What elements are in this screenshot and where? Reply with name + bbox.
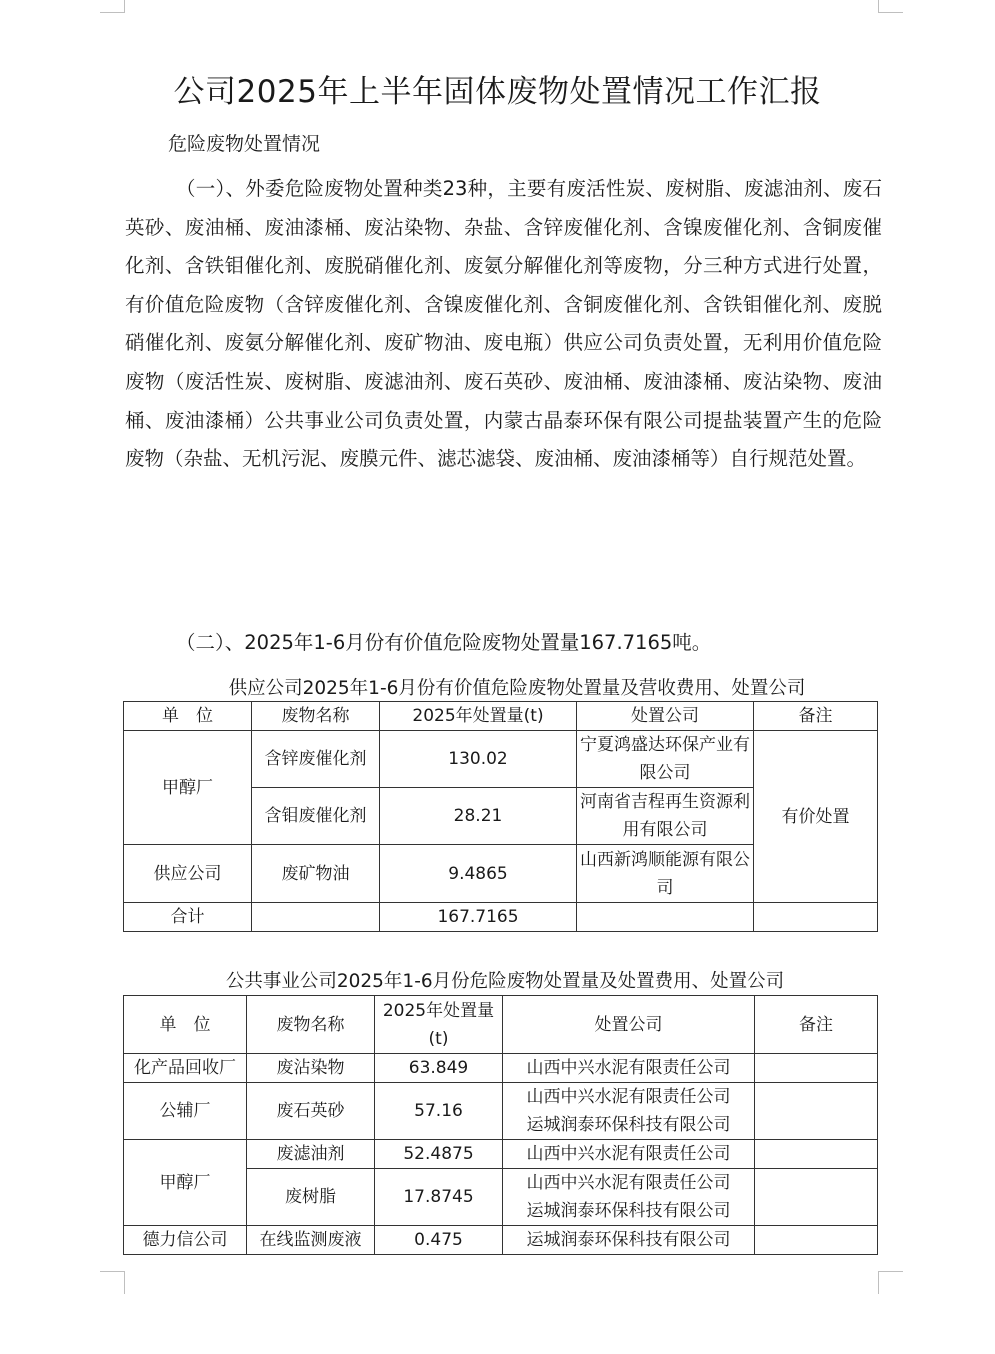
cell-waste: 废沾染物 (247, 1054, 375, 1083)
cell-unit: 德力信公司 (124, 1226, 247, 1255)
table-row (124, 1140, 878, 1169)
company-line: 运城润泰环保科技有限公司 (526, 1201, 731, 1221)
header-qty: 2025年处置量(t) (380, 702, 577, 731)
cell-qty: 17.8745 (375, 1169, 503, 1226)
cell-qty: 9.4865 (380, 845, 577, 903)
cell-waste: 含钼废催化剂 (252, 788, 380, 845)
cell-company (503, 1083, 755, 1140)
cell-unit: 甲醇厂 (124, 1140, 247, 1226)
cell-waste: 废滤油剂 (247, 1140, 375, 1169)
section-heading: 危险废物处置情况 (168, 133, 321, 155)
cell-company: 山西中兴水泥有限责任公司 (503, 1140, 755, 1169)
paragraph-2: （二）、2025年1-6月份有价值危险废物处置量167.7165吨。 (176, 631, 712, 654)
crop-mark-bottom-left (100, 1271, 125, 1294)
cell-waste: 废矿物油 (252, 845, 380, 903)
company-line: 山西中兴水泥有限责任公司 (526, 1087, 731, 1107)
cell-qty: 0.475 (375, 1226, 503, 1255)
cell-unit: 化产品回收厂 (124, 1054, 247, 1083)
cell-company: 山西新鸿顺能源有限公司 (577, 845, 754, 903)
header-qty: 2025年处置量(t) (375, 996, 503, 1054)
header-waste: 废物名称 (252, 702, 380, 731)
cell-qty: 52.4875 (375, 1140, 503, 1169)
crop-mark-top-left (100, 0, 125, 13)
table-row (124, 1226, 878, 1255)
cell-empty (577, 903, 754, 932)
table-row (124, 1083, 878, 1140)
header-remark: 备注 (755, 996, 878, 1054)
cell-company: 运城润泰环保科技有限公司 (503, 1226, 755, 1255)
cell-qty: 28.21 (380, 788, 577, 845)
cell-company: 宁夏鸿盛达环保产业有限公司 (577, 731, 754, 788)
cell-company: 河南省吉程再生资源利用有限公司 (577, 788, 754, 845)
cell-remark (755, 1169, 878, 1226)
crop-mark-top-right (878, 0, 903, 13)
page-title: 公司2025年上半年固体废物处置情况工作汇报 (173, 74, 822, 110)
cell-qty: 130.02 (380, 731, 577, 788)
table-header-row (124, 996, 878, 1054)
cell-waste: 废石英砂 (247, 1083, 375, 1140)
cell-remark (755, 1140, 878, 1169)
table2-caption: 公共事业公司2025年1-6月份危险废物处置量及处置费用、处置公司 (225, 971, 785, 992)
cell-unit: 公辅厂 (124, 1083, 247, 1140)
cell-company (503, 1169, 755, 1226)
header-company: 处置公司 (577, 702, 754, 731)
company-line: 山西中兴水泥有限责任公司 (526, 1173, 731, 1193)
cell-remark (755, 1083, 878, 1140)
cell-unit: 供应公司 (124, 845, 252, 903)
table-total-row (124, 903, 878, 932)
cell-remark (755, 1226, 878, 1255)
header-waste: 废物名称 (247, 996, 375, 1054)
table-row (124, 1054, 878, 1083)
cell-waste: 含锌废催化剂 (252, 731, 380, 788)
table-supply-company (123, 701, 878, 932)
table-row (124, 731, 878, 788)
paragraph-1: （一）、外委危险废物处置种类23种，主要有废活性炭、废树脂、废滤油剂、废石英砂、废油桶、废油漆桶、废沾染物、杂盐、含锌废催化剂、含镍废催化剂、含铜废催化剂、含铁钼催化剂、废脱硝催化剂、废氨分解催化剂等废物，分三种方式进行处置，有价值危险废物（含锌废催化剂、含镍废催化剂、含铜废催化剂、含铁钼催化剂、废脱硝催化剂、废氨分解催化剂、废矿物油、废电瓶）供应公司负责处置，无利用价值危险废物（废活性炭、废树脂、废滤油剂、废石英砂、废油桶、废油漆桶、废沾染物、废油桶、废油漆桶）公共事业公司负责处置，内蒙古晶泰环保有限公司提盐装置产生的危险废物（杂盐、无机污泥、废膜元件、滤芯滤袋、废油桶、废油漆桶等）自行规范处置。 (125, 177, 882, 471)
cell-qty: 63.849 (375, 1054, 503, 1083)
cell-empty (252, 903, 380, 932)
table1-caption: 供应公司2025年1-6月份有价值危险废物处置量及营收费用、处置公司 (228, 678, 806, 699)
cell-remark (755, 1054, 878, 1083)
header-unit: 单 位 (124, 996, 247, 1054)
cell-qty: 57.16 (375, 1083, 503, 1140)
cell-waste: 在线监测废液 (247, 1226, 375, 1255)
table-header-row (124, 702, 878, 731)
crop-mark-bottom-right (878, 1271, 903, 1294)
cell-unit: 甲醇厂 (124, 731, 252, 845)
header-unit: 单 位 (124, 702, 252, 731)
table-public-utility-company (123, 995, 878, 1255)
cell-empty (754, 903, 878, 932)
cell-remark: 有价处置 (754, 731, 878, 903)
cell-total-label: 合计 (124, 903, 252, 932)
cell-total-qty: 167.7165 (380, 903, 577, 932)
header-company: 处置公司 (503, 996, 755, 1054)
header-remark: 备注 (754, 702, 878, 731)
company-line: 运城润泰环保科技有限公司 (526, 1115, 731, 1135)
cell-company: 山西中兴水泥有限责任公司 (503, 1054, 755, 1083)
cell-waste: 废树脂 (247, 1169, 375, 1226)
